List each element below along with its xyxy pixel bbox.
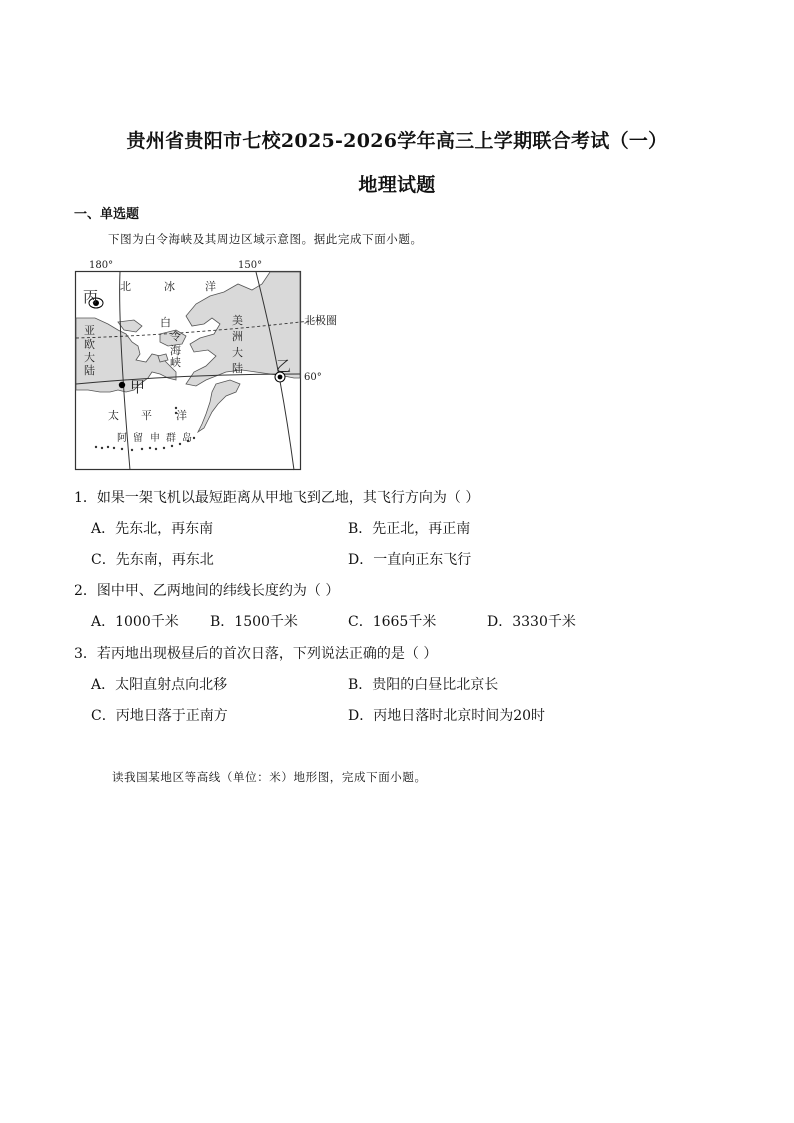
question-3-option-c[interactable]: C．丙地日落于正南方 <box>91 708 228 724</box>
question-1-option-c[interactable]: C．先东南，再东北 <box>91 552 214 568</box>
pacific-char-2: 平 <box>141 409 152 422</box>
americas-char-3: 大 <box>232 346 243 359</box>
eurasia-char-1: 亚 <box>84 324 95 337</box>
section-heading: 一、单选题 <box>74 207 140 222</box>
question-1-option-d[interactable]: D．一直向正东飞行 <box>348 552 472 568</box>
question-2-stem: 2．图中甲、乙两地间的纬线长度约为（ ） <box>74 583 340 599</box>
question-3-stem: 3．若丙地出现极昼后的首次日落，下列说法正确的是（ ） <box>74 646 438 662</box>
question-2-option-a[interactable]: A．1000千米 <box>91 614 179 630</box>
arctic-ocean-char-2: 冰 <box>164 280 175 293</box>
intro-text-2: 读我国某地区等高线（单位：米）地形图，完成下面小题。 <box>112 770 427 784</box>
lon-180-label: 180° <box>89 260 114 271</box>
lat-60-label: 60° <box>304 372 322 383</box>
document-subtitle: 地理试题 <box>358 174 436 196</box>
arctic-circle-label: 北极圈 <box>304 314 337 327</box>
bering-char-2: 令 <box>170 330 181 343</box>
question-1-option-b[interactable]: B．先正北，再正南 <box>348 521 471 537</box>
eurasia-char-2: 欧 <box>84 338 95 351</box>
question-2-option-d[interactable]: D．3330千米 <box>487 614 576 630</box>
question-3-option-b[interactable]: B．贵阳的白昼比北京长 <box>348 677 499 693</box>
americas-char-2: 洲 <box>232 330 243 343</box>
intro-text-1: 下图为白令海峡及其周边区域示意图。据此完成下面小题。 <box>108 232 423 246</box>
aleutian-char-3: 申 <box>150 433 160 444</box>
americas-char-1: 美 <box>232 314 243 327</box>
document-title: 贵州省贵阳市七校2025-2026学年高三上学期联合考试（一） <box>126 130 668 152</box>
aleutian-char-2: 留 <box>133 433 143 444</box>
aleutian-char-4: 群 <box>166 433 176 444</box>
bering-char-3: 海 <box>170 344 181 357</box>
eurasia-char-3: 大 <box>84 351 95 364</box>
point-jia-label: 甲 <box>130 378 146 396</box>
pacific-char-1: 太 <box>108 409 119 422</box>
question-3-option-a[interactable]: A．太阳直射点向北移 <box>91 677 228 693</box>
aleutian-char-5: 岛 <box>182 433 192 444</box>
question-1-stem: 1．如果一架飞机以最短距离从甲地飞到乙地，其飞行方向为（ ） <box>74 490 480 506</box>
question-2-option-b[interactable]: B．1500千米 <box>210 614 298 630</box>
point-yi-label: 乙 <box>276 357 292 375</box>
bering-char-4: 峡 <box>170 356 181 369</box>
aleutian-char-1: 阿 <box>117 433 127 444</box>
point-jia-marker <box>119 382 125 388</box>
lon-150-label: 150° <box>238 260 263 271</box>
americas-char-4: 陆 <box>232 362 243 375</box>
bering-char-1: 白 <box>160 316 171 329</box>
question-2-option-c[interactable]: C．1665千米 <box>348 614 437 630</box>
point-yi-marker <box>278 375 283 380</box>
question-1-option-a[interactable]: A．先东北，再东南 <box>91 521 214 537</box>
arctic-ocean-char-3: 洋 <box>205 280 216 293</box>
point-bing-label: 丙 <box>83 288 99 306</box>
question-3-option-d[interactable]: D．丙地日落时北京时间为20时 <box>348 708 546 724</box>
eurasia-char-4: 陆 <box>84 364 95 377</box>
arctic-ocean-char-1: 北 <box>120 280 131 293</box>
pacific-char-3: 洋 <box>176 409 187 422</box>
